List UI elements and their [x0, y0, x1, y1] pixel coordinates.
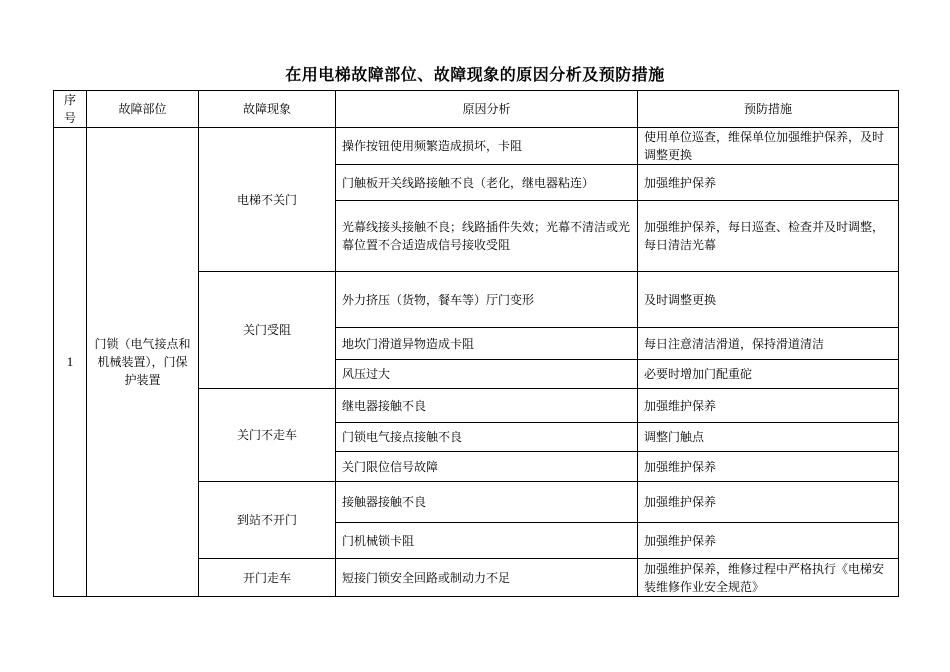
- prevention-cell: 加强维护保养: [638, 389, 899, 423]
- table-row: [54, 128, 899, 165]
- cause-cell: 继电器接触不良: [336, 389, 638, 423]
- document-title: 在用电梯故障部位、故障现象的原因分析及预防措施: [285, 65, 665, 84]
- cause-cell: 门锁电气接点接触不良: [336, 423, 638, 452]
- header-seq: 序号: [54, 91, 87, 128]
- prevention-cell: 每日注意清洁滑道，保持滑道清洁: [638, 328, 899, 360]
- cause-cell: 关门限位信号故障: [336, 452, 638, 482]
- cause-cell: 门触板开关线路接触不良（老化，继电器粘连）: [336, 165, 638, 201]
- cause-cell: 门机械锁卡阻: [336, 523, 638, 559]
- prevention-cell: 加强维护保养: [638, 165, 899, 201]
- header-phenomenon: 故障现象: [199, 91, 336, 128]
- phenomenon-cell: 到站不开门: [199, 482, 336, 559]
- table-header-row: [54, 91, 899, 128]
- prevention-cell: 加强维护保养: [638, 452, 899, 482]
- prevention-cell: 必要时增加门配重砣: [638, 360, 899, 389]
- header-cause: 原因分析: [336, 91, 638, 128]
- prevention-cell: 加强维护保养，每日巡查、检查并及时调整，每日清洁光幕: [638, 201, 899, 272]
- cause-cell: 地坎门滑道异物造成卡阻: [336, 328, 638, 360]
- prevention-cell: 使用单位巡查，维保单位加强维护保养，及时调整更换: [638, 128, 899, 165]
- cause-cell: 操作按钮使用频繁造成损坏，卡阻: [336, 128, 638, 165]
- cause-cell: 接触器接触不良: [336, 482, 638, 523]
- header-part: 故障部位: [87, 91, 199, 128]
- prevention-cell: 加强维护保养: [638, 523, 899, 559]
- cause-cell: 短接门锁安全回路或制动力不足: [336, 559, 638, 597]
- cause-cell: 光幕线接头接触不良；线路插件失效；光幕不清洁或光幕位置不合适造成信号接收受阻: [336, 201, 638, 272]
- cause-cell: 风压过大: [336, 360, 638, 389]
- prevention-cell: 加强维护保养，维修过程中严格执行《电梯安装维修作业安全规范》: [638, 559, 899, 597]
- prevention-cell: 加强维护保养: [638, 482, 899, 523]
- prevention-cell: 调整门触点: [638, 423, 899, 452]
- phenomenon-cell: 关门不走车: [199, 389, 336, 482]
- phenomenon-cell: 开门走车: [199, 559, 336, 597]
- header-prevention: 预防措施: [638, 91, 899, 128]
- phenomenon-cell: 电梯不关门: [199, 128, 336, 272]
- fault-part-cell: 门锁（电气接点和机械装置），门保护装置: [87, 128, 199, 597]
- seq-cell: 1: [54, 128, 87, 597]
- prevention-cell: 及时调整更换: [638, 272, 899, 328]
- cause-cell: 外力挤压（货物，餐车等）厅门变形: [336, 272, 638, 328]
- phenomenon-cell: 关门受阻: [199, 272, 336, 389]
- fault-analysis-table: [53, 90, 899, 597]
